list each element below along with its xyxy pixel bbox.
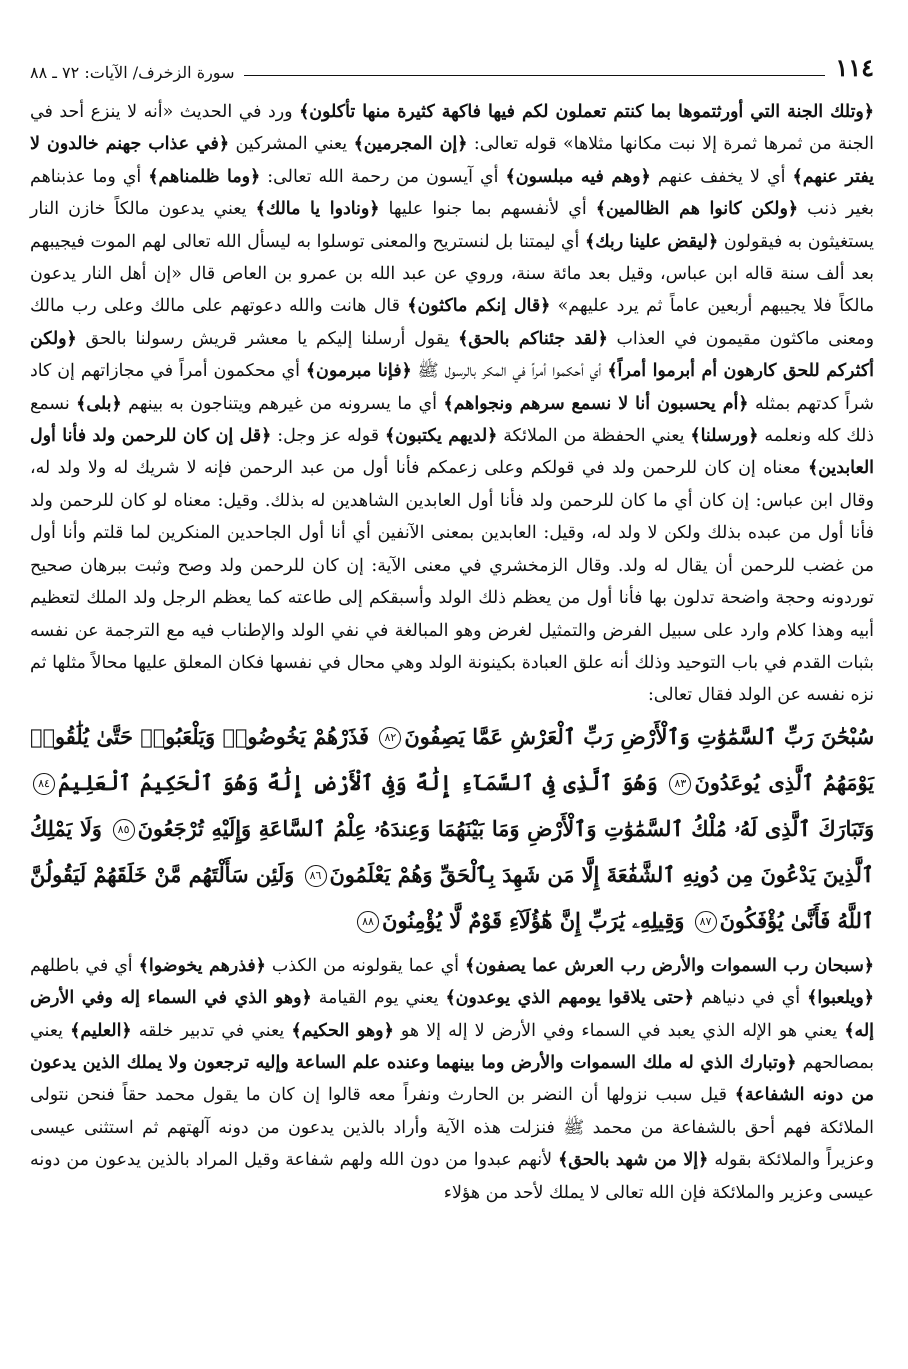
commentary-text: أي آيسون من رحمة الله تعالى: (260, 166, 506, 187)
quran-verse-text: وَقِيلِهِۦ يَٰرَبِّ إِنَّ هَٰٓؤُلَآءِ قَوْمٌ لَّا يُؤْمِنُونَ (382, 907, 685, 933)
commentary-text: قال هانت والله دعوتهم على مالك وعلى رب مالك ومعنى ماكثون مقيمون في العذاب (30, 296, 874, 349)
commentary-text: نسمع ذلك كله ونعلمه (30, 393, 874, 447)
quran-quote: ﴿إلا من شهد بالحق﴾ (558, 1150, 709, 1171)
verse-number-marker: ٨٥ (113, 819, 135, 841)
quran-quote: ﴿لديهم يكتبون﴾ (384, 426, 498, 447)
quran-quote: ﴿وهو الذي في السماء إله وفي الأرض إله﴾ (30, 988, 874, 1041)
quran-quote: ﴿قال إنكم ماكثون﴾ (407, 296, 551, 317)
quran-quote: ﴿لقد جئناكم بالحق﴾ (458, 328, 608, 349)
page-body (30, 96, 874, 1209)
quran-quote: ﴿فإنا مبرمون﴾ (305, 361, 412, 382)
page-header (30, 52, 874, 86)
commentary-text: يعني يدعون مالكاً خازن النار يستغيثون به فيقولون (30, 199, 875, 252)
verse-number-marker: ٨٣ (669, 773, 691, 795)
commentary-text: أي لا يخفف عنهم (650, 166, 793, 187)
commentary-text: لأنهم عبدوا من دون الله ولهم شفاعة وقيل المراد بالذين يدعون من دونه عيسى وعزير والملائكة فإن الله تعالى لا يملك لأحد من هؤلاء (30, 1150, 874, 1203)
quran-quote: ﴿فذرهم يخوضوا﴾ (138, 955, 266, 976)
quran-verse-text: وَلَئِن سَأَلْتَهُم مَّنْ خَلَقَهُمْ لَيَقُولُنَّ ٱللَّهُ فَأَنَّىٰ يُؤْفَكُونَ (30, 861, 874, 933)
quran-quote: ﴿وتلك الجنة التي أورثتموها بما كنتم تعملون لكم فيها فاكهة كثيرة منها تأكلون﴾ (299, 102, 874, 122)
quran-quote: ﴿أم يحسبون أنا لا نسمع سرهم ونجواهم﴾ (443, 393, 749, 414)
commentary-text: أي لأنفسهم بما جنوا عليها (379, 199, 596, 220)
commentary-text: قوله عز وجل: (271, 426, 385, 447)
commentary-text: يعني الحفظة من الملائكة (497, 426, 691, 447)
verse-number-marker: ٨٨ (357, 911, 379, 933)
commentary-text: ورد في الحديث «أنه لا ينزع أحد في الجنة من ثمرها ثمرة إلا نبت مكانها مثلاها» قوله تعالى: (30, 102, 874, 155)
commentary-text: معناه إن كان للرحمن ولد في قولكم وعلى زعمكم فأنا أول من عبد الرحمن فإنه لا شريك له ولا ولد له، وقال ابن عباس: إن كان أي ما كان للرحمن ولد فأنا أول العابدين الشاهدين له بذلك. وقيل: معناه لو كان للرحمن ولد فأنا أول من عبده بذلك ولكن لا ولد له، وقيل: العابدين بمعنى الآنفين أي أنا أول الجاحدين المنكرين لما قلتم وأنا أول من غضب للرحمن أن يقال له ولد. وقال الزمخشري في معنى الآية: إن كان للرحمن ولد وصح وثبت ببرهان صحيح توردونه وحجة واضحة تدلون بها فأنا أول من يعظم ذلك الولد وأسبقكم إلى طاعته كما يعظم الرجل ولد الملك لتعظيم أبيه وهذا كلام وارد على سبيل الفرض والتمثيل لغرض وهو المبالغة في نفي الولد والإطناب فيه مع الترجمة عن نفسه بثبات القدم في باب التوحيد وذلك أنه علق العبادة بكينونة الولد وهي محال في نفسها فكان المعلق عليها محالاً مثلها ثم نزه نفسه عن الولد فقال تعالى: (30, 458, 874, 706)
verse-number-marker: ٨٧ (695, 911, 717, 933)
header-rule (244, 75, 825, 76)
quran-quote: ﴿حتى يلاقوا يومهم الذي يوعدون﴾ (445, 988, 694, 1009)
verse-number-marker: ٨٤ (33, 773, 55, 795)
quran-quote: ﴿وما ظلمناهم﴾ (148, 166, 261, 187)
quran-quote: ﴿ولكن كانوا هم الظالمين﴾ (595, 199, 799, 220)
quran-quote: ﴿ويلعبوا﴾ (807, 988, 874, 1009)
commentary-text: أي أحكموا أمراً في المكر بالرسول ﷺ (411, 361, 608, 382)
commentary-text: أي ليمتنا بل لنستريح والمعنى توسلوا به ليسأل الله تعالى لهم الموت فيجيبهم بعد ألف سنة قاله ابن عباس، وقيل بعد مائة سنة، وروي عن عبد الله بن عمرو بن العاص قال «إن أهل النار يدعون مالكاً فلا يجيبهم أربعين عاماً ثم يرد عليهم» (30, 231, 875, 317)
commentary-text: أي في دنياهم (693, 988, 808, 1009)
commentary-paragraph-1 (30, 96, 874, 712)
commentary-text: أي عما يقولونه من الكذب (265, 955, 466, 976)
commentary-text: يعني بمصالحهم (30, 1020, 874, 1073)
verse-number-marker: ٨٢ (379, 727, 401, 749)
commentary-text: أي وما عذبناهم بغير ذنب (30, 166, 874, 220)
quran-verse-text: سُبْحَٰنَ رَبِّ ٱلسَّمَٰوَٰتِ وَٱلْأَرْضِ رَبِّ ٱلْعَرْشِ عَمَّا يَصِفُونَ (404, 723, 874, 749)
running-title: سورة الزخرف/ الآيات: ٧٢ ـ ٨٨ (30, 63, 235, 82)
verse-number-marker: ٨٦ (305, 865, 327, 887)
quran-quote: ﴿وهو الحكيم﴾ (291, 1020, 394, 1041)
quran-quote: ﴿إن المجرمين﴾ (353, 134, 468, 155)
commentary-paragraph-2 (30, 950, 874, 1209)
quran-quote: ﴿العليم﴾ (70, 1020, 132, 1041)
commentary-text: يقول أرسلنا إليكم يا معشر قريش رسولنا بالحق (76, 328, 459, 349)
quran-quote: ﴿وتبارك الذي له ملك السموات والأرض وما بينهما وعنده علم الساعة وإليه ترجعون ولا يملك الذين يدعون من دونه الشفاعة﴾ (30, 1052, 874, 1106)
commentary-text: قيل سبب نزولها أن النضر بن الحارث ونفراً معه قالوا إن كان ما يقول محمد حقاً فنحن نتولى الملائكة فهم أحق بالشفاعة من محمد ﷺ فنزلت هذه الآية وأراد بالذين يدعون من دونه آلهتهم ثم استثنى عيسى وعزيراً والملائكة بقوله (30, 1085, 874, 1171)
quran-quote: ﴿قل إن كان للرحمن ولد فأنا أول العابدين﴾ (30, 426, 874, 479)
commentary-text: أي ما يسرونه من غيرهم ويتناجون به بينهم (121, 393, 444, 414)
commentary-text: يعني في تدبير خلقه (131, 1020, 292, 1041)
quran-quote: ﴿في عذاب جهنم خالدون لا يفتر عنهم﴾ (30, 134, 874, 187)
quran-quote: ﴿سبحان رب السموات والأرض رب العرش عما يصفون﴾ (465, 955, 874, 976)
commentary-text: يعني المشركين (229, 134, 354, 155)
commentary-text: أي في باطلهم (30, 955, 139, 976)
quran-quote: ﴿ولكن أكثركم للحق كارهون أم أبرموا أمراً﴾ (30, 328, 875, 382)
quran-verse-text: وَلَا يَمْلِكُ ٱلَّذِينَ يَدْعُونَ مِن دُونِهِ ٱلشَّفَٰعَةَ إِلَّا مَن شَهِدَ بِٱلْحَقِّ وَهُمْ يَعْلَمُونَ (30, 815, 874, 887)
commentary-text: يعني هو الإله الذي يعبد في السماء وفي الأرض لا إله إلا هو (393, 1020, 845, 1041)
quran-quote: ﴿وهم فيه مبلسون﴾ (505, 166, 651, 187)
quran-verse-text: وَتَبَارَكَ ٱلَّذِى لَهُۥ مُلْكُ ٱلسَّمَٰوَٰتِ وَٱلْأَرْضِ وَمَا بَيْنَهُمَا وَعِندَهُۥ عِلْمُ ٱلسَّاعَةِ وَإِلَيْهِ تُرْجَعُونَ (137, 815, 874, 841)
commentary-text: يعني يوم القيامة (311, 988, 446, 1009)
quran-verse-text: وَهُوَ ٱلَّذِى فِى ٱلسَّمَآءِ إِلَٰهٌ وَفِى ٱلْأَرْضِ إِلَٰهٌ وَهُوَ ٱلْحَكِيمُ ٱلْعَلِيمُ (58, 769, 658, 795)
quran-quote: ﴿ونادوا يا مالك﴾ (255, 199, 380, 220)
quran-quote: ﴿ورسلنا﴾ (690, 426, 759, 447)
quran-verses-block (30, 714, 874, 944)
quran-quote: ﴿بلى﴾ (76, 393, 122, 414)
quran-verse-text: فَذَرْهُمْ يَخُوضُوا۟ وَيَلْعَبُوا۟ حَتَّىٰ يُلَٰقُوا۟ يَوْمَهُمُ ٱلَّذِى يُوعَدُونَ (30, 723, 874, 795)
page-number: ١١٤ (835, 53, 874, 82)
commentary-text: أي محكمون أمراً في مجازاتهم إن كاد شراً كدتهم بمثله (30, 361, 874, 414)
quran-quote: ﴿ليقض علينا ربك﴾ (585, 231, 719, 252)
